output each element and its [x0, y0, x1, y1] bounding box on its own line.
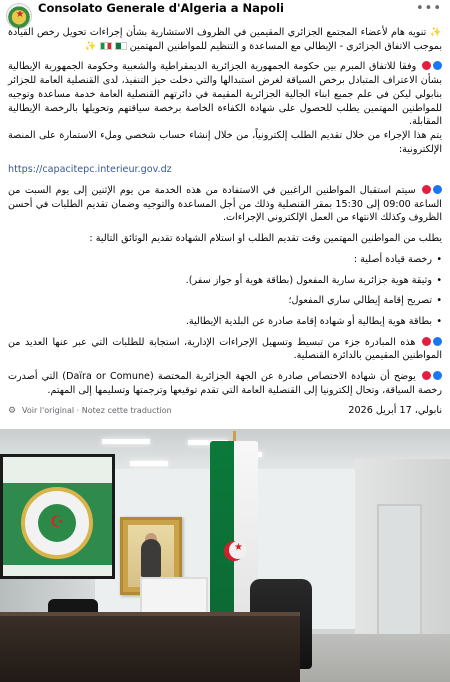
translate-globe-icon: ⚙	[8, 406, 17, 416]
post-photo[interactable]	[0, 429, 450, 682]
platform-link[interactable]: https://capacitepc.interieur.gov.dz	[8, 164, 172, 176]
photo-floor	[300, 634, 450, 682]
paragraph-reception: سيتم استقبال المواطنين الراغبين في الاستفادة من هذه الخدمة من يوم الإثنين إلى يوم السبت من الساعة 09:00 إلى 15:30 بمقر القنصلية وذلك من أجل المساعدة والتوجيه وضمان تقديم الطلبات في أحسن الظروف وكذلك الانتهاء من العمل الإلكتروني الإجراءات.	[8, 185, 442, 224]
blue-circle-icon	[433, 61, 442, 70]
paragraph-certificate: يوضح أن شهادة الاختصاص صادرة عن الجهة الجزائرية المختصة (Daïra or Comune) التي أصدرت رخصة السياقة، وتحال إلكترونيا إلى القنصلية العامة التي تقدم توقيعها وترجمتها وتسليمها إلى المهتم.	[8, 371, 442, 396]
rate-translation-link[interactable]: Notez cette traduction	[81, 406, 172, 415]
post-header	[0, 0, 450, 26]
paragraph-agreement: وفقا للاتفاق المبرم بين حكومة الجمهورية الجزائرية الديمقراطية والشعبية وحكومة الجمهورية الإيطالية بشأن الاعتراف المتبادل برخص السياقة لغرض استبدالها والتي دخلت حيز التنفيذ، لدى القنصلية العامة للجزائر بنابولي ليكن في علم جميع ابناء الجالية الجزائرية المقيمة في دائرتهم القنصلية العامة خدمة مساعدة وتوجيه للمواطنين المهتمين يطلب للحصول على شهادة الكفاءة الخاصة برخصة سياقتهم وتحويلها بالرخصة الإيطالية المقابلة.	[8, 61, 442, 128]
red-circle-icon	[422, 371, 431, 380]
red-circle-icon	[422, 185, 431, 194]
wall-screen	[0, 454, 115, 579]
sparkle-icon: ✨	[429, 27, 442, 38]
more-options-button[interactable]: •••	[415, 1, 442, 16]
page-name[interactable]: Consolato Generale d'Algeria a Napoli	[38, 1, 284, 15]
see-original-link[interactable]: Voir l'original	[22, 406, 75, 415]
translation-bar	[22, 406, 172, 415]
list-item: • وثيقة هوية جزائرية سارية المفعول (بطاقة هوية أو جواز سفر).	[8, 274, 442, 288]
paragraph-procedure: يتم هذا الإجراء من خلال تقديم الطلب إلكترونياً، من خلال إنشاء حساب شخصي وملء الاستمارة على المنصة الإلكترونية:	[8, 129, 442, 155]
paragraph-initiative: هذه المبادرة جزء من تبسيط وتسهيل الإجراءات الإدارية، استجابة للطلبات التي عبر عنها العديد من المواطنين المقيمين بالدائرة القنصلية.	[8, 336, 442, 362]
desk	[0, 616, 300, 682]
ceiling-light	[102, 439, 150, 444]
blue-circle-icon	[433, 371, 442, 380]
translation-separator: ·	[76, 406, 80, 415]
blue-circle-icon	[433, 185, 442, 194]
italy-flag-icon	[100, 42, 112, 50]
ceiling-light	[130, 461, 168, 466]
paragraph-documents: يطلب من المواطنين المهتمين وقت تقديم الطلب او استلام الشهادة تقديم الوثائق التالية :	[89, 233, 442, 245]
list-item: • بطاقة هوية إيطالية أو شهادة إقامة صادرة عن البلدية الإيطالية.	[8, 315, 442, 329]
algeria-flag-icon	[115, 42, 127, 50]
list-item: • رخصة قيادة أصلية :	[8, 253, 442, 267]
algerian-flag: ★	[210, 441, 258, 616]
emblem-image: ☪	[21, 487, 93, 559]
photo-door	[377, 504, 422, 654]
sparkle-icon: ✨	[84, 40, 97, 52]
red-circle-icon	[422, 61, 431, 70]
blue-circle-icon	[433, 337, 442, 346]
intro-paragraph: ✨ تنويه هام لأعضاء المجتمع الجزائري المقيمين في الظروف الاستشارية بشأن إجراءات تحويل رخص القيادة بموجب الاتفاق الجزائري - الإيطالي مع المساعدة و التنظيم للمواطنين المهتمين ✨	[8, 27, 442, 52]
list-item: • تصريح إقامة إيطالي ساري المفعول؛	[8, 294, 442, 308]
post-body	[8, 26, 442, 418]
dateline: نابولي، 17 أبريل 2026	[348, 405, 442, 417]
star-icon: ★	[15, 9, 25, 20]
red-circle-icon	[422, 337, 431, 346]
